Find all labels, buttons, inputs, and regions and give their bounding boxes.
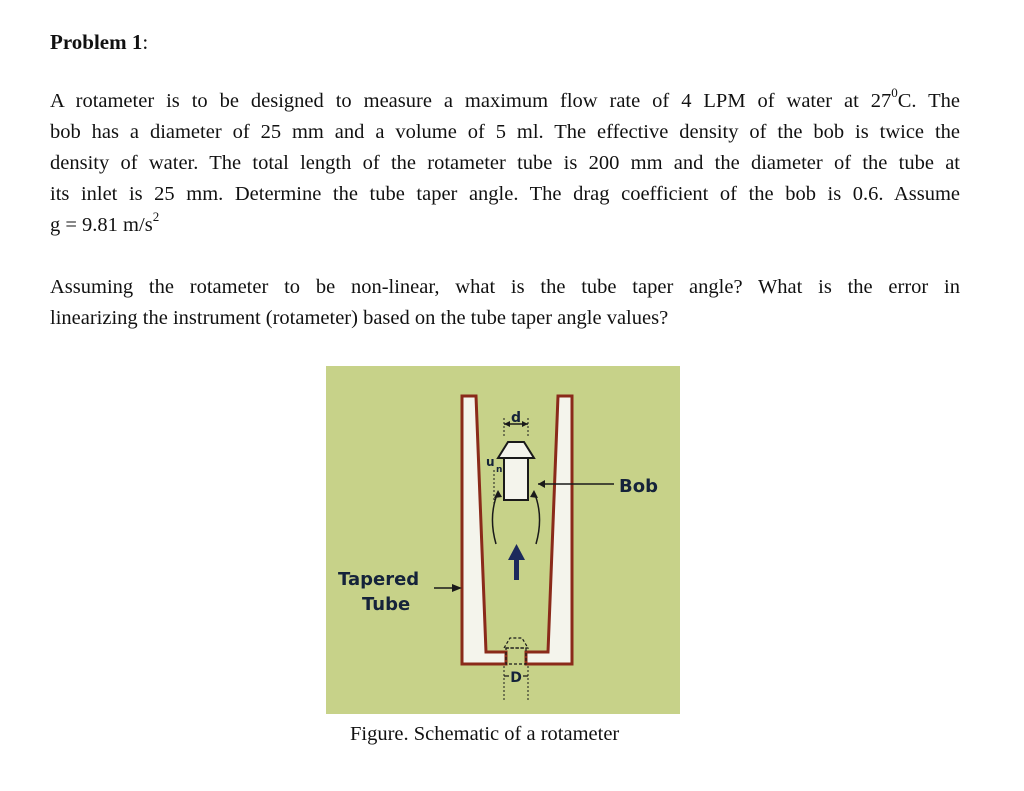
flow-curve-right (534, 492, 540, 544)
rotameter-schematic (326, 366, 680, 714)
degree-superscript: 0 (891, 85, 898, 101)
problem-heading (50, 28, 148, 56)
d-arrow-right (522, 421, 528, 427)
statement-line-5 (50, 210, 960, 241)
label-D: D (510, 670, 522, 686)
label-n: n (496, 465, 503, 475)
label-tapered: Tapered (338, 569, 420, 590)
figure-caption: Figure. Schematic of a rotameter (350, 723, 620, 745)
bob-outline-bottom-top (504, 638, 528, 648)
statement-line-2: bob has a diameter of 25 mm and a volume of 5 ml. The effective density of the bob is twice the (50, 121, 960, 143)
statement-line-1-text: A rotameter is to be designed to measure a maximum flow rate of 4 LPM of water at 27 (50, 90, 892, 112)
label-tube: Tube (362, 594, 411, 615)
question-line-2: linearizing the instrument (rotameter) based on the tube taper angle values? (50, 307, 669, 329)
label-u: u (486, 455, 495, 469)
bob-body (504, 458, 528, 500)
problem-statement-paragraph (50, 86, 960, 241)
bob-outline-bottom-body (506, 648, 526, 664)
statement-line-1 (50, 86, 960, 117)
question-line-1: Assuming the rotameter to be non-linear, what is the tube taper angle? What is the error in (50, 276, 960, 298)
squared-superscript: 2 (152, 209, 160, 225)
statement-line-4: its inlet is 25 mm. Determine the tube taper angle. The drag coefficient of the bob is 0.6. Assume (50, 183, 960, 205)
statement-line-5-text: g = 9.81 m/s (50, 214, 153, 236)
statement-line-1-end: C. The (897, 90, 960, 112)
tube-right-wall (526, 396, 572, 664)
statement-line-3: density of water. The total length of the rotameter tube is 200 mm and the diameter of the tube at (50, 152, 960, 174)
rotameter-figure (326, 366, 680, 714)
tube-left-wall (462, 396, 506, 664)
bob-top (498, 442, 534, 458)
flow-arrow-head (508, 544, 525, 560)
problem-label: Problem 1 (50, 30, 143, 54)
label-d: d (510, 410, 522, 426)
d-arrow-left (504, 421, 510, 427)
flow-curve-left-head (494, 490, 502, 498)
label-bob: Bob (619, 476, 658, 497)
flow-curve-right-head (530, 490, 538, 498)
flow-arrow-shaft (514, 558, 519, 580)
question-paragraph (50, 272, 960, 334)
bob-pointer-arrow (538, 480, 545, 488)
problem-colon: : (142, 30, 149, 54)
flow-curve-left (492, 492, 498, 544)
